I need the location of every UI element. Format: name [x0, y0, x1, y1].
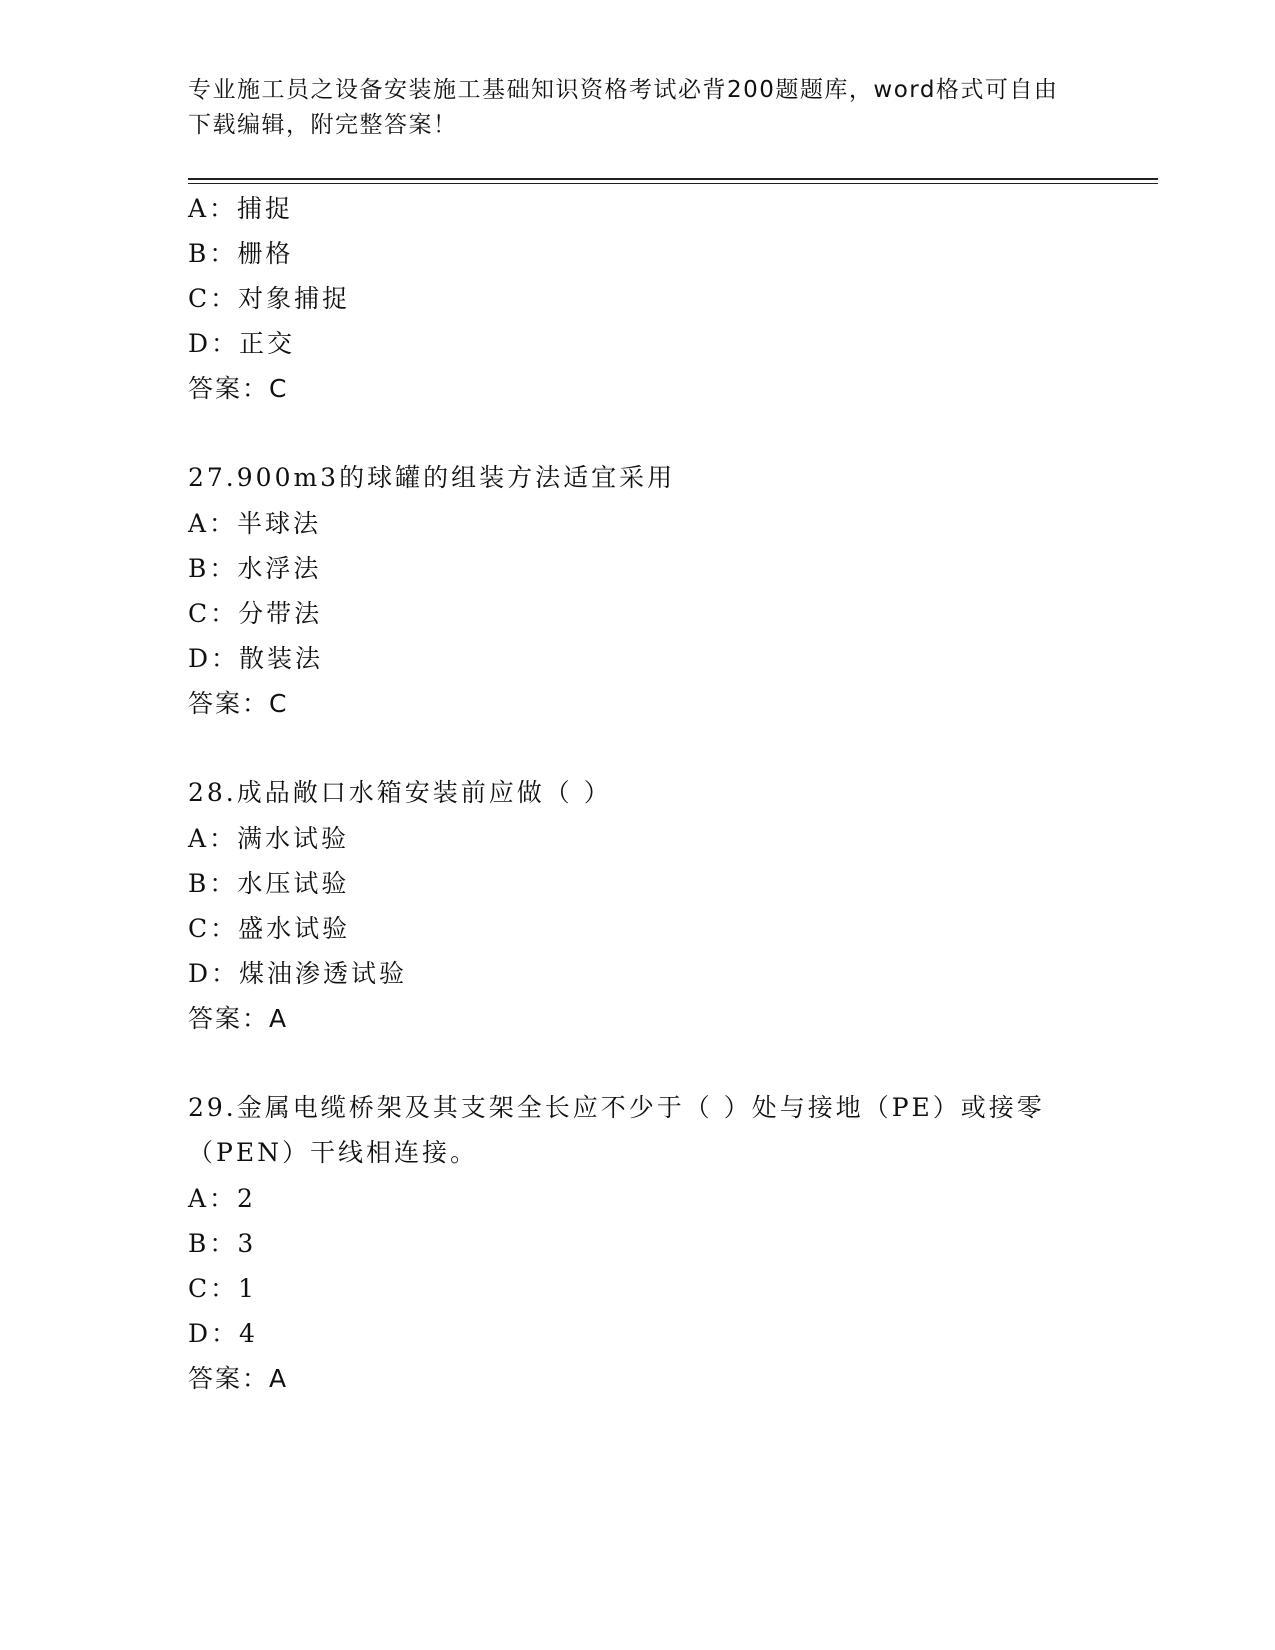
option-a: A：捕捉 [188, 194, 294, 223]
option-c: C：盛水试验 [188, 914, 351, 943]
answer: 答案：C [188, 374, 289, 403]
option-c: C：对象捕捉 [188, 284, 351, 313]
answer: 答案：A [188, 1364, 289, 1393]
header-title-line2: 下载编辑，附完整答案！ [188, 112, 458, 138]
document-header [188, 73, 1068, 143]
option-d: D：散装法 [188, 644, 324, 673]
header-divider-bottom [188, 183, 1158, 184]
option-a: A：2 [188, 1184, 256, 1213]
option-a: A：满水试验 [188, 824, 350, 853]
question-text-line1: 29.金属电缆桥架及其支架全长应不少于（ ）处与接地（PE）或接零 [188, 1093, 1045, 1122]
option-d: D：4 [188, 1319, 258, 1348]
question-text: 27.900m3的球罐的组装方法适宜采用 [188, 463, 676, 492]
option-b: B：水浮法 [188, 554, 322, 583]
answer: 答案：C [188, 689, 289, 718]
header-divider-top [188, 178, 1158, 180]
option-c: C：分带法 [188, 599, 323, 628]
option-c: C：1 [188, 1274, 258, 1303]
option-b: B：栅格 [188, 239, 294, 268]
question-text: 28.成品敞口水箱安装前应做（ ） [188, 778, 612, 807]
question-text-line2: （PEN）干线相连接。 [188, 1138, 478, 1167]
option-b: B：水压试验 [188, 869, 350, 898]
answer: 答案：A [188, 1004, 289, 1033]
header-title-line1: 专业施工员之设备安装施工基础知识资格考试必背200题题库，word格式可自由 [188, 77, 1059, 103]
option-d: D：正交 [188, 329, 296, 358]
option-a: A：半球法 [188, 509, 322, 538]
option-b: B：3 [188, 1229, 257, 1258]
option-d: D：煤油渗透试验 [188, 959, 408, 988]
